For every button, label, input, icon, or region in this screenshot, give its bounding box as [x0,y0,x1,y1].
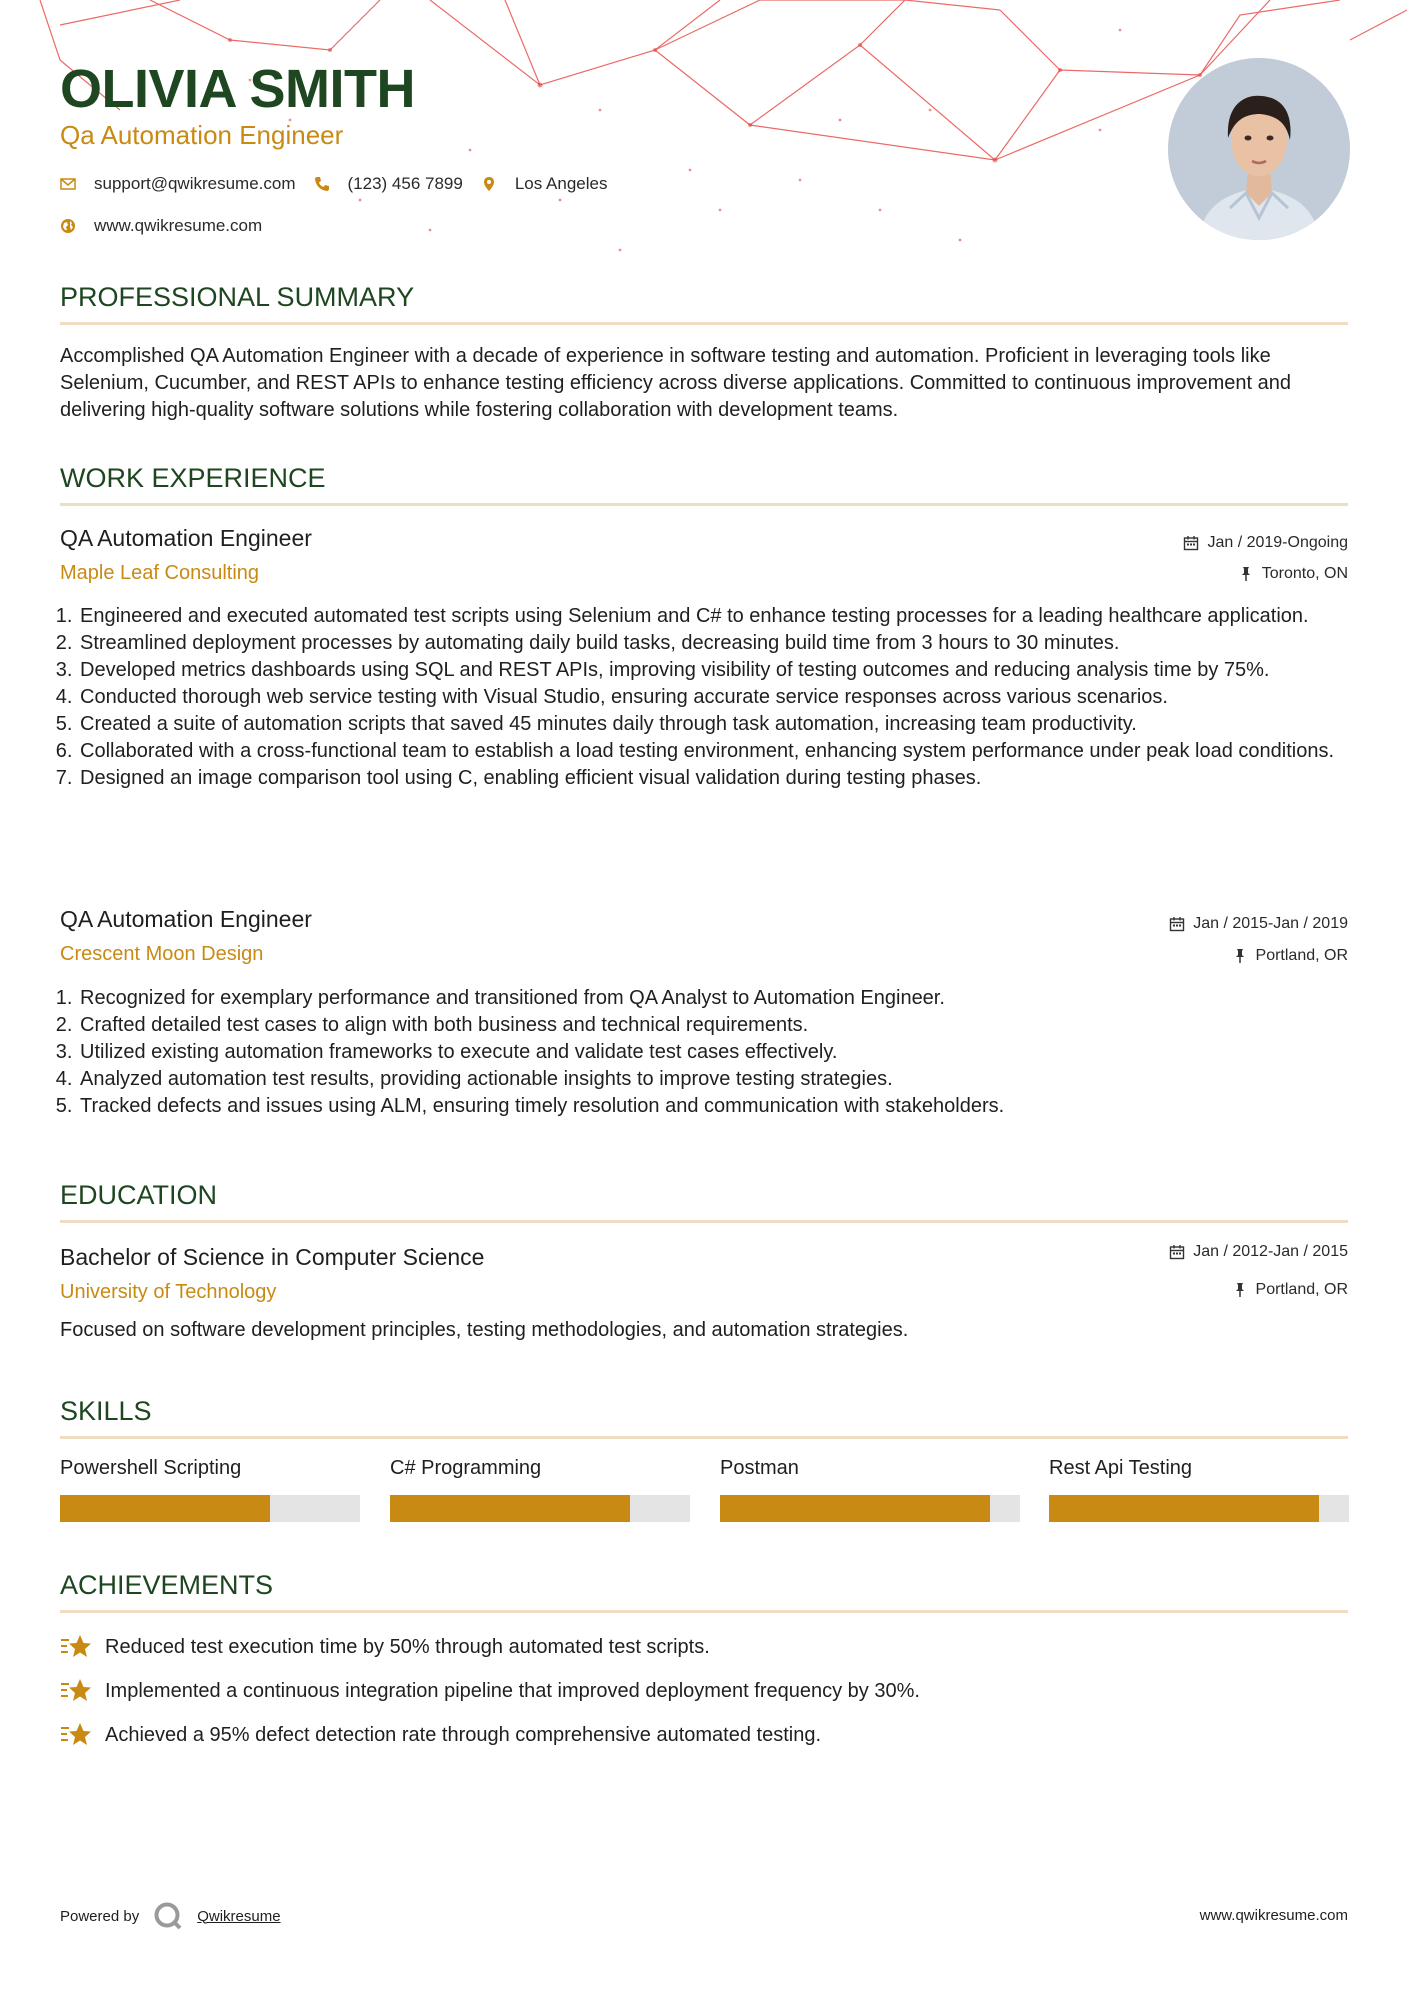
list-item: 4. Analyzed automation test results, providing actionable insights to improve testing strategies. [78,1066,1368,1093]
envelope-icon [60,176,76,192]
skill-bar-track [720,1495,1020,1522]
skill-label: Postman [720,1457,799,1479]
achievement-text: Implemented a continuous integration pipeline that improved deployment frequency by 30%. [105,1679,920,1702]
calendar-icon [1169,1244,1185,1260]
pushpin-icon [1238,566,1254,582]
location-text: Los Angeles [514,174,608,193]
summary-heading: PROFESSIONAL SUMMARY [60,282,415,312]
skill-bar-track [1049,1495,1349,1522]
job-company: Crescent Moon Design [60,943,264,965]
achievement-item [60,1676,920,1706]
job-location-text: Portland, OR [1255,947,1348,964]
email-item [60,174,296,194]
summary-text: Accomplished QA Automation Engineer with a decade of experience in software testing and automation. Proficient in leveraging tools like Selenium, Cucumber, and REST APIs to enhance testing efficiency across diverse applications. Committed to continuous improvement and delivering high-quality software solutions while fostering collaboration with development teams. [60,345,1292,421]
list-item: 7. Designed an image comparison tool using C, enabling efficient visual validation during testing phases. [78,765,1368,792]
website-row [60,216,280,236]
skill-item [390,1457,690,1480]
list-item: 3. Utilized existing automation frameworks to execute and validate test cases effectively. [78,1039,1368,1066]
achievements-heading: ACHIEVEMENTS [60,1570,274,1600]
footer-powered-by [60,1901,281,1931]
skill-bar-fill [390,1495,630,1522]
skill-bar-fill [1049,1495,1319,1522]
calendar-icon [1169,916,1185,932]
list-item: 4. Conducted thorough web service testing with Visual Studio, ensuring accurate service responses across various scenarios. [78,684,1368,711]
list-item: 3. Developed metrics dashboards using SQL and REST APIs, improving visibility of testing outcomes and reducing analysis time by 75%. [78,657,1368,684]
section-divider [60,503,1348,506]
skills-heading: SKILLS [60,1396,152,1426]
qwikresume-logo-icon [153,1901,183,1931]
job-company: Maple Leaf Consulting [60,562,260,584]
star-icon [60,1720,92,1750]
email-link[interactable]: support@qwikresume.com [94,174,296,193]
skill-bar-fill [720,1495,990,1522]
star-icon [60,1676,92,1706]
skill-item [720,1457,1020,1480]
candidate-role: Qa Automation Engineer [60,120,344,150]
phone-number[interactable]: (123) 456 7899 [347,174,463,193]
job-location-text: Toronto, ON [1261,565,1348,582]
list-item: 2. Crafted detailed test cases to align with both business and technical requirements. [78,1012,1368,1039]
list-item: 2. Streamlined deployment processes by automating daily build tasks, decreasing build time from 3 hours to 30 minutes. [78,630,1368,657]
phone-icon [314,176,330,192]
education-description: Focused on software development principles, testing methodologies, and automation strategies. [60,1319,909,1341]
profile-photo [1168,58,1350,240]
job-location [1232,947,1348,965]
section-divider [60,1610,1348,1613]
section-divider [60,322,1348,325]
degree-title: Bachelor of Science in Computer Science [60,1244,485,1270]
skill-bar-track [390,1495,690,1522]
education-location [1232,1281,1348,1299]
skill-item [1049,1457,1349,1480]
job-dates-text: Jan / 2015-Jan / 2019 [1193,915,1348,932]
education-location-text: Portland, OR [1255,1281,1348,1298]
candidate-name: OLIVIA SMITH [60,59,415,119]
map-pin-icon [481,176,497,192]
list-item: 6. Collaborated with a cross-functional team to establish a load testing environment, enhancing system performance under peak load conditions. [78,738,1368,765]
skill-label: Rest Api Testing [1049,1457,1193,1479]
list-item: 1. Engineered and executed automated test scripts using Selenium and C# to enhance testing processes for a leading healthcare application. [78,603,1368,630]
skill-item [60,1457,360,1480]
education-dates-text: Jan / 2012-Jan / 2015 [1193,1243,1348,1260]
job-title: QA Automation Engineer [60,906,312,932]
powered-by-label: Powered by [60,1907,140,1925]
section-divider [60,1220,1348,1223]
job-bullets [60,603,1368,792]
skill-label: Powershell Scripting [60,1457,242,1479]
education-dates [1169,1243,1348,1261]
star-icon [60,1632,92,1662]
job-location [1238,565,1348,583]
section-divider [60,1436,1348,1439]
job-title: QA Automation Engineer [60,525,312,551]
experience-heading: WORK EXPERIENCE [60,463,326,493]
job-dates [1183,534,1348,552]
achievement-text: Reduced test execution time by 50% through automated test scripts. [105,1635,710,1658]
achievement-text: Achieved a 95% defect detection rate through comprehensive automated testing. [105,1723,822,1746]
skill-bar-track [60,1495,360,1522]
list-item: 1. Recognized for exemplary performance and transitioned from QA Analyst to Automation Engineer. [78,985,1368,1012]
skill-label: C# Programming [390,1457,542,1479]
pushpin-icon [1232,1282,1248,1298]
school-name: University of Technology [60,1281,277,1303]
pushpin-icon [1232,948,1248,964]
qwikresume-link[interactable]: Qwikresume [197,1907,281,1925]
job-dates [1169,915,1348,933]
website-item [60,216,262,236]
calendar-icon [1183,535,1199,551]
achievement-item [60,1720,821,1750]
contact-row [60,174,625,194]
education-heading: EDUCATION [60,1180,218,1210]
skill-bar-fill [60,1495,270,1522]
job-dates-text: Jan / 2019-Ongoing [1207,534,1348,551]
footer-website-link[interactable]: www.qwikresume.com [1199,1907,1348,1924]
list-item: 5. Tracked defects and issues using ALM, ensuring timely resolution and communication with stakeholders. [78,1093,1368,1120]
achievement-item [60,1632,710,1662]
globe-icon [60,218,76,234]
job-bullets [60,985,1368,1120]
list-item: 5. Created a suite of automation scripts that saved 45 minutes daily through task automation, increasing team productivity. [78,711,1368,738]
location-item [481,174,608,194]
website-link[interactable]: www.qwikresume.com [94,216,263,235]
phone-item [314,174,463,194]
